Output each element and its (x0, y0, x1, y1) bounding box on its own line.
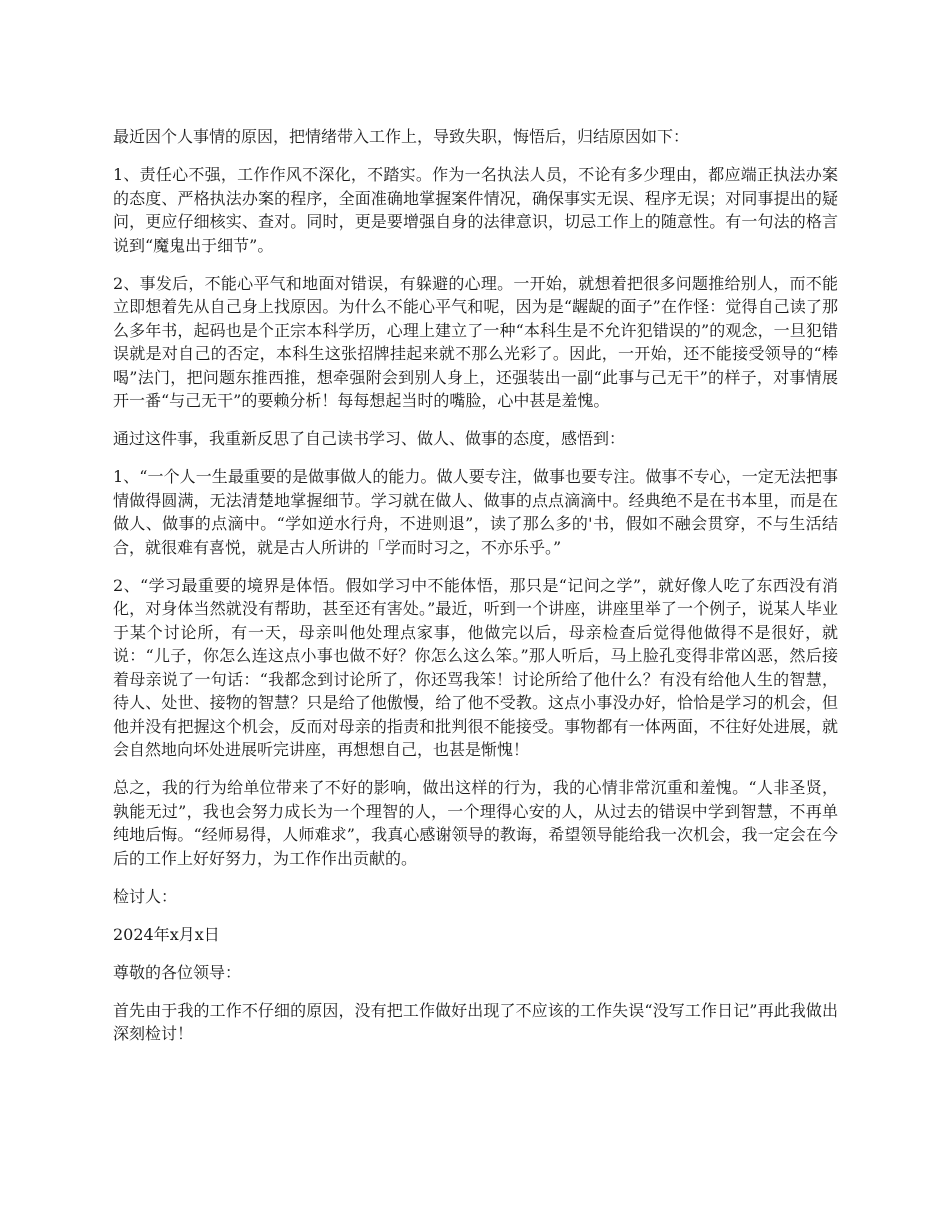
intro-paragraph: 最近因个人事情的原因，把情绪带入工作上，导致失职，悔悟后，归结原因如下： (113, 127, 690, 146)
insight-1-paragraph: 1、“一个人一生最重要的是做事做人的能力。做人要专注，做事也要专注。做事不专心，一定无法把事情做得圆满，无法清楚地掌握细节。学习就在做人、做事的点点滴滴中。经典绝不是在书本里，而是在做人、做事的点滴中。“学如逆水行舟，不进则退”，读了那么多的'书，假如不融会贯穿，不与生活结合，就很难有喜悦，就是古人所讲的「学而时习之，不亦乐乎。” (113, 467, 838, 557)
conclusion-paragraph: 总之，我的行为给单位带来了不好的影响，做出这样的行为，我的心情非常沉重和羞愧。“人非圣贤，孰能无过”，我也会努力成长为一个理智的人，一个理得心安的人，从过去的错误中学到智慧，不再单纯地后悔。“经师易得，人师难求”，我真心感谢领导的教诲，希望领导能给我一次机会，我一定会在今后的工作上好好努力，为工作作出贡献的。 (113, 778, 838, 868)
document-page (113, 125, 838, 1060)
date-line: 2024年x月x日 (113, 924, 220, 944)
reason-1-paragraph: 1、责任心不强，工作作风不深化，不踏实。作为一名执法人员，不论有多少理由，都应端正执法办案的态度、严格执法办案的程序，全面准确地掌握案件情况，确保事实无误、程序无误；对同事提出的疑问，更应仔细核实、查对。同时，更是要增强自身的法律意识，切忌工作上的随意性。有一句法的格言说到“魔鬼出于细节”。 (113, 165, 838, 255)
reflection-intro-paragraph: 通过这件事，我重新反思了自己读书学习、做人、做事的态度，感悟到： (113, 429, 626, 448)
insight-2-paragraph: 2、“学习最重要的境界是体悟。假如学习中不能体悟，那只是“记问之学”，就好像人吃了东西没有消化，对身体当然就没有帮助，甚至还有害处。”最近，听到一个讲座，讲座里举了一个例子，说某人毕业于某个讨论所，有一天，母亲叫他处理点家事，他做完以后，母亲检查后觉得他做得不是很好，就说：“儿子，你怎么连这点小事也做不好？你怎么这么笨。”那人听后，马上脸孔变得非常凶恶，然后接着母亲说了一句话：“我都念到讨论所了，你还骂我笨！讨论所给了他什么？有没有给他人生的智慧，待人、处世、接物的智慧？只是给了他傲慢，给了他不受教。这点小事没办好，恰恰是学习的机会，但他并没有把握这个机会，反而对母亲的指责和批判很不能接受。事物都有一体两面，不往好处进展，就会自然地向坏处进展听完讲座，再想想自己，也甚是惭愧！ (113, 575, 838, 759)
signature-label: 检讨人： (113, 886, 178, 906)
reason-2-paragraph: 2、事发后，不能心平气和地面对错误，有躲避的心理。一开始，就想着把很多问题推给别人，而不能立即想着先从自己身上找原因。为什么不能心平气和呢，因为是“龌龊的面子”在作怪：觉得自己读了那么多年书，起码也是个正宗本科学历，心理上建立了一种“本科生是不允许犯错误的”的观念，一旦犯错误就是对自己的否定，本科生这张招牌挂起来就不那么光彩了。因此，一开始，还不能接受领导的“棒喝”法门，把问题东推西推，想牵强附会到别人身上，还强装出一副“此事与己无干”的样子，对事情展开一番“与己无干”的要赖分析！每每想起当时的嘴脸，心中甚是羞愧。 (113, 273, 838, 410)
salutation-line: 尊敬的各位领导： (113, 962, 242, 982)
closing-paragraph: 首先由于我的工作不仔细的原因，没有把工作做好出现了不应该的工作失误“没写工作日记”再此我做出深刻检讨！ (113, 1000, 838, 1043)
